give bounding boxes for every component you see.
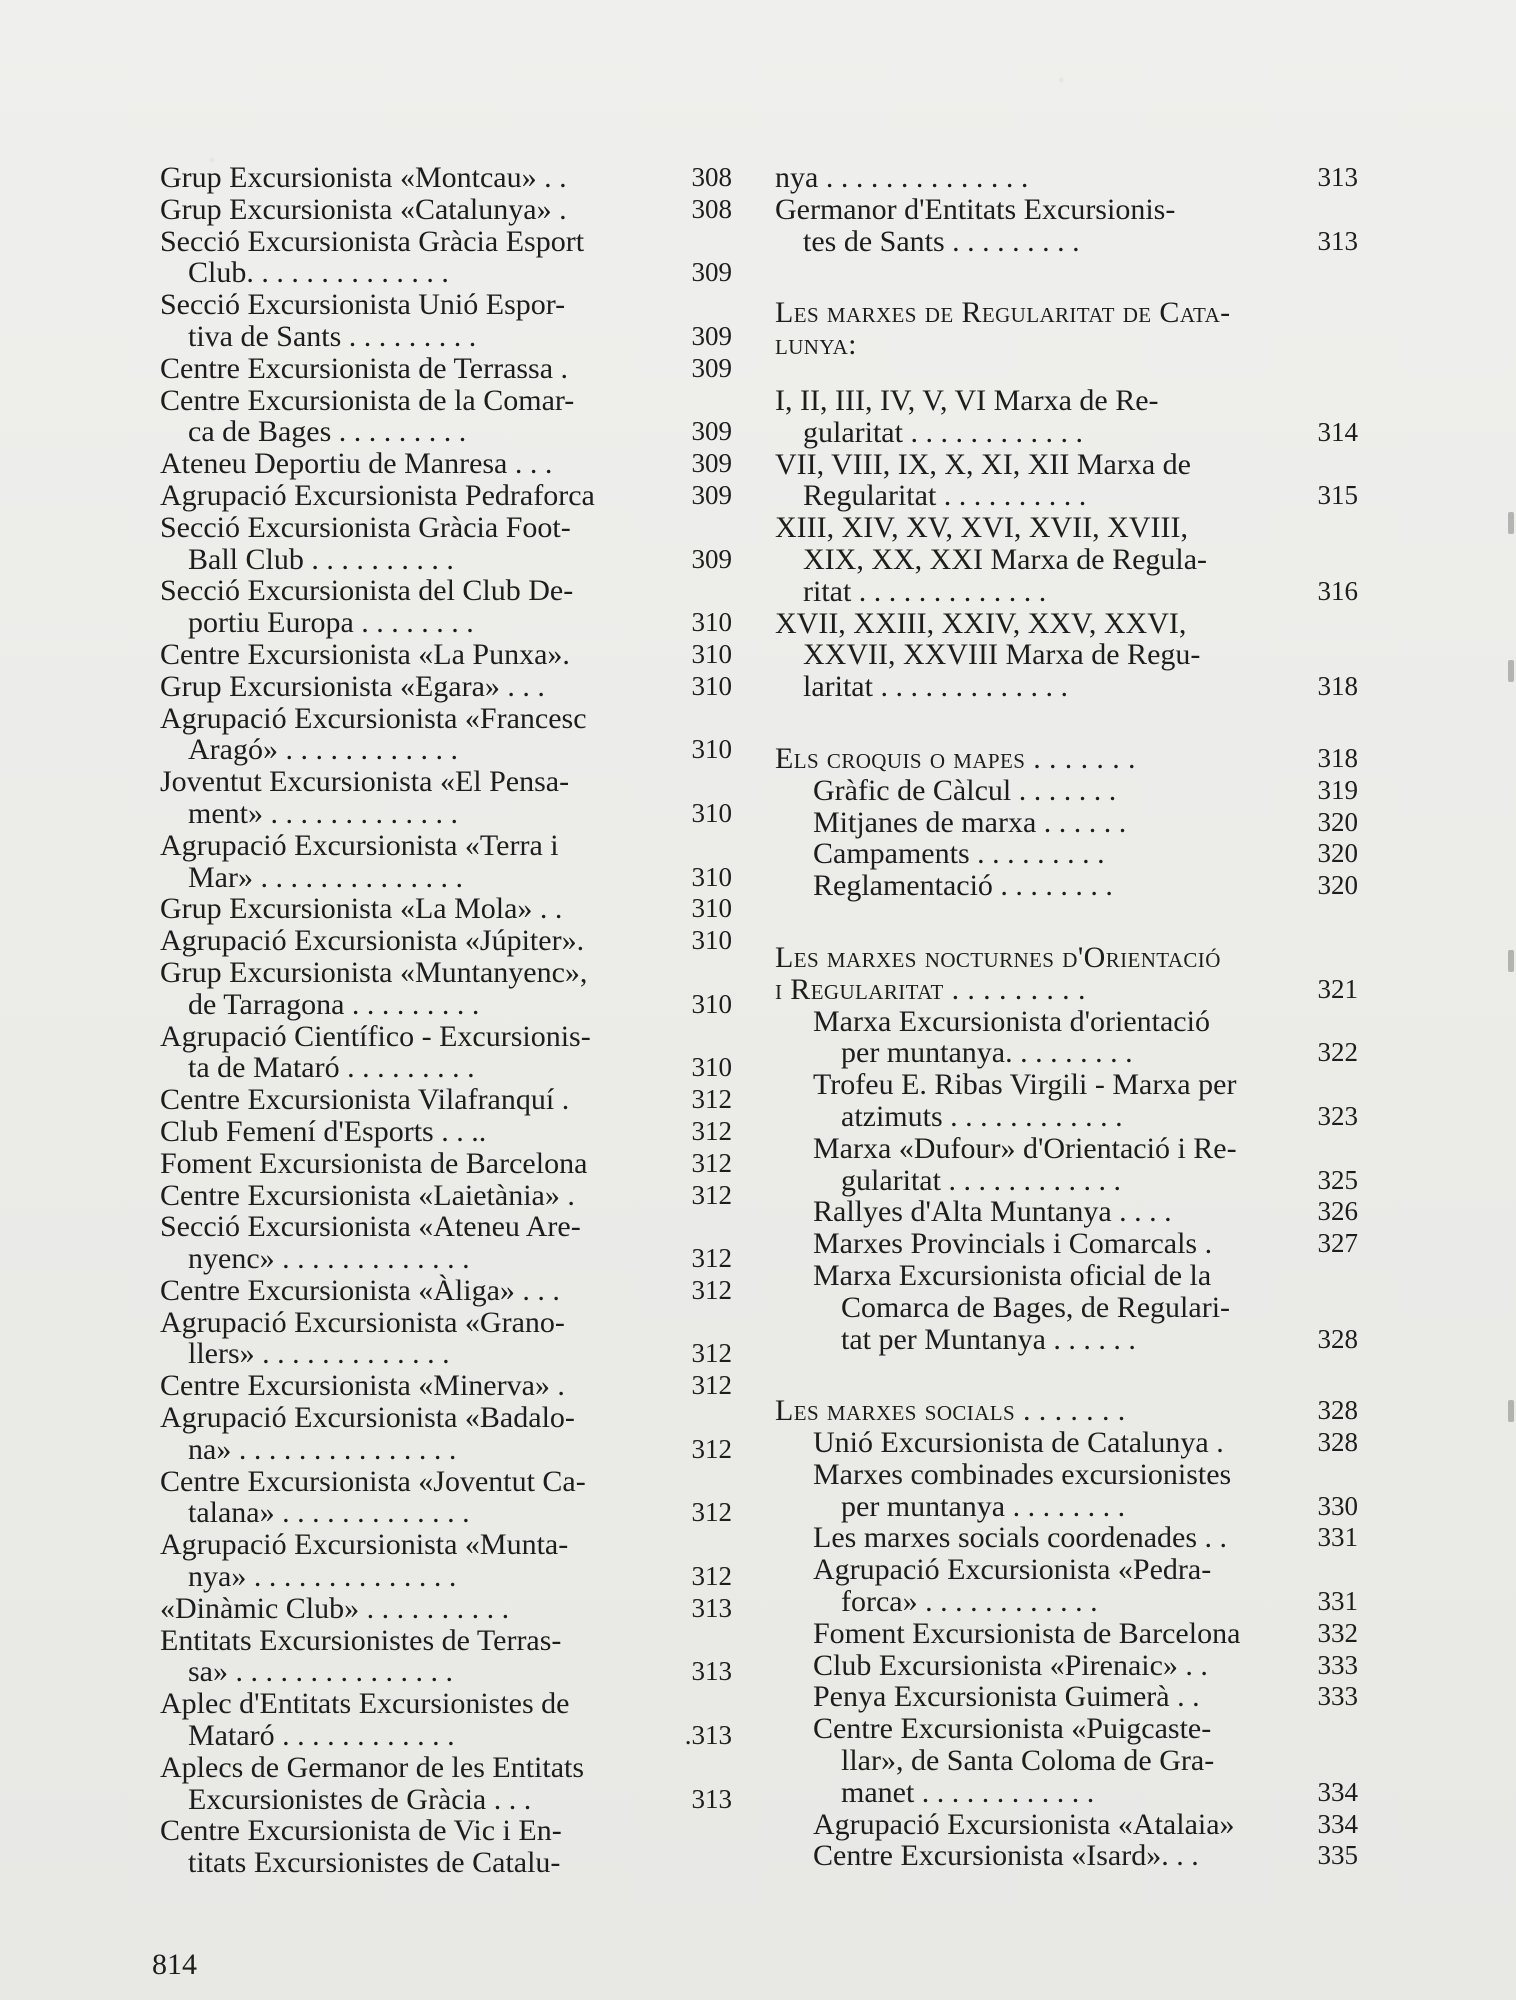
entry-text-line: Ball Club . . . . . . . . . . (188, 542, 454, 576)
entry-text-line: llers» . . . . . . . . . . . . . (188, 1337, 450, 1371)
entry-text-line: Centre Excursionista de Terrassa . (160, 351, 569, 385)
index-entry (775, 192, 1358, 258)
index-entry (160, 1084, 730, 1116)
page-number: 814 (152, 1948, 197, 1981)
entry-text-line: Les marxes socials coordenades . . (813, 1521, 1228, 1555)
index-entry (160, 448, 730, 480)
index-entry (160, 385, 730, 449)
entry-text-line: Foment Excursionista de Barcelona (813, 1616, 1241, 1650)
entry-page-number: 313 (1317, 225, 1358, 256)
entry-page-number: 333 (1317, 1681, 1358, 1712)
entry-text-line: Agrupació Excursionista «Terra i (160, 828, 559, 862)
heading-gap (775, 361, 1330, 385)
entry-text-line: Mitjanes de marxa . . . . . . (813, 805, 1127, 839)
entry-text-line: Mar» . . . . . . . . . . . . . . (188, 860, 463, 894)
index-entry (160, 703, 730, 767)
entry-text-line: Centre Excursionista Vilafranquí . (160, 1083, 570, 1117)
index-entry (775, 1839, 1358, 1873)
index-entry (160, 766, 730, 830)
entry-text-line: Reglamentació . . . . . . . . (813, 869, 1113, 903)
entry-page-number: 318 (1317, 671, 1358, 702)
index-entry (160, 925, 730, 957)
entry-text-line: Agrupació Excursionista «Munta- (160, 1528, 569, 1562)
entry-text-line: Mataró . . . . . . . . . . . . (188, 1719, 455, 1753)
entry-text-line: Centre Excursionista de la Comar- (160, 383, 575, 417)
entry-page-number: .313 (684, 1720, 732, 1751)
entry-text-line: na» . . . . . . . . . . . . . . . (188, 1432, 457, 1466)
index-entry (775, 1553, 1358, 1619)
entry-page-number: 331 (1317, 1522, 1358, 1553)
index-entry (775, 1131, 1358, 1197)
index-entry (775, 1258, 1358, 1356)
index-entry (775, 161, 1358, 194)
entry-text-line: Centre Excursionista «Joventut Ca- (160, 1464, 586, 1498)
entry-text-line: Penya Excursionista Guimerà . . (813, 1680, 1200, 1714)
entry-page-number: 312 (691, 1243, 732, 1274)
entry-text-line: per muntanya . . . . . . . . (841, 1489, 1126, 1523)
entry-page-number: 309 (691, 257, 732, 288)
index-entry (775, 837, 1358, 871)
entry-text-line: Centre Excursionista «La Punxa». (160, 637, 570, 671)
entry-page-number: 312 (691, 1115, 732, 1146)
index-entry (160, 1211, 730, 1275)
entry-page-number: 310 (691, 893, 732, 924)
entry-page-number: 314 (1317, 416, 1358, 447)
index-entry (775, 511, 1358, 608)
entry-text-line: VII, VIII, IX, X, XI, XII Marxa de (775, 447, 1191, 481)
heading-text-line: lunya: (775, 328, 857, 362)
index-entry (160, 194, 730, 226)
entry-page-number: 310 (691, 607, 732, 638)
entry-page-number: 312 (691, 1179, 732, 1210)
entry-page-number: 308 (691, 193, 732, 224)
entry-text-line: Gràfic de Càlcul . . . . . . . (813, 773, 1117, 807)
entry-text-line: ca de Bages . . . . . . . . . (188, 415, 467, 449)
entry-page-number: 312 (691, 1338, 732, 1369)
entry-text-line: Grup Excursionista «Catalunya» . (160, 192, 567, 226)
section-heading (775, 741, 1358, 775)
index-entry (160, 289, 730, 353)
index-entry (160, 480, 730, 512)
entry-text-line: Secció Excursionista del Club De- (160, 574, 574, 608)
entry-text-line: gularitat . . . . . . . . . . . . (841, 1163, 1121, 1197)
entry-text-line: Secció Excursionista Gràcia Foot- (160, 510, 571, 544)
index-entry (160, 1180, 730, 1212)
page-edge-mark (1508, 1400, 1514, 1422)
index-entry (775, 1457, 1358, 1523)
heading-text-line: i Regularitat . . . . . . . . . (775, 972, 1086, 1006)
entry-text-line: Foment Excursionista de Barcelona (160, 1146, 588, 1180)
index-entry (775, 1616, 1358, 1650)
entry-text-line: XXVII, XXVIII Marxa de Regu- (803, 638, 1201, 672)
entry-text-line: Comarca de Bages, de Regulari- (841, 1290, 1231, 1324)
entry-text-line: Marxa «Dufour» d'Orientació i Re- (813, 1131, 1237, 1165)
index-entry (160, 1275, 730, 1307)
index-entry (160, 353, 730, 385)
index-entry (160, 1815, 730, 1879)
index-entry (160, 575, 730, 639)
heading-text-line: Les marxes nocturnes d'Orientació (775, 940, 1221, 974)
entry-page-number: 320 (1317, 806, 1358, 837)
entry-page-number: 326 (1317, 1196, 1358, 1227)
entry-text-line: Joventut Excursionista «El Pensa- (160, 765, 570, 799)
entry-text-line: ment» . . . . . . . . . . . . . (188, 796, 458, 830)
index-entry (160, 1593, 730, 1625)
entry-text-line: Centre Excursionista «Isard». . . (813, 1839, 1199, 1873)
heading-text-line: Les marxes de Regularitat de Cata- (775, 296, 1231, 330)
index-entry (775, 869, 1358, 903)
entry-text-line: Secció Excursionista Unió Espor- (160, 288, 566, 322)
entry-page-number: 309 (691, 543, 732, 574)
index-entry (775, 773, 1358, 807)
entry-text-line: Trofeu E. Ribas Virgili - Marxa per (813, 1068, 1237, 1102)
entry-page-number: 330 (1317, 1490, 1358, 1521)
index-entry (775, 1521, 1358, 1555)
entry-page-number: 320 (1317, 838, 1358, 869)
entry-text-line: «Dinàmic Club» . . . . . . . . . . (160, 1591, 510, 1625)
entry-text-line: XIII, XIV, XV, XVI, XVII, XVIII, (775, 511, 1188, 545)
entry-text-line: Agrupació Excursionista «Júpiter». (160, 924, 585, 958)
entry-page-number: 309 (691, 479, 732, 510)
index-entry (160, 162, 730, 194)
index-entry (160, 1529, 730, 1593)
index-entry (160, 1466, 730, 1530)
entry-text-line: Centre Excursionista «Minerva» . (160, 1369, 565, 1403)
entry-text-line: Rallyes d'Alta Muntanya . . . . (813, 1195, 1172, 1229)
entry-page-number: 322 (1317, 1037, 1358, 1068)
entry-page-number: 309 (691, 320, 732, 351)
index-entry (775, 1068, 1358, 1133)
index-entry (160, 1688, 730, 1752)
entry-text-line: XIX, XX, XXI Marxa de Regula- (803, 542, 1208, 576)
entry-text-line: nya . . . . . . . . . . . . . . (775, 161, 1029, 194)
entry-page-number: 312 (691, 1433, 732, 1464)
entry-page-number: 310 (691, 734, 732, 765)
entry-page-number: 313 (1317, 162, 1358, 192)
entry-text-line: Centre Excursionista «Laietània» . (160, 1178, 575, 1212)
entry-text-line: Agrupació Excursionista «Badalo- (160, 1401, 575, 1435)
entry-page-number: 310 (691, 1052, 732, 1083)
entry-page-number: 333 (1317, 1649, 1358, 1680)
entry-page-number: 323 (1317, 1100, 1358, 1131)
entry-page-number: 312 (691, 1561, 732, 1592)
entry-page-number: 310 (691, 988, 732, 1019)
entry-text-line: Regularitat . . . . . . . . . . (803, 479, 1087, 513)
page-edge-mark (1508, 512, 1514, 534)
entry-page-number: 310 (691, 925, 732, 956)
entry-page-number: 310 (691, 670, 732, 701)
entry-text-line: Club Excursionista «Pirenaic» . . (813, 1648, 1208, 1682)
entry-text-line: Secció Excursionista «Ateneu Are- (160, 1210, 581, 1244)
heading-text-line: Les marxes socials . . . . . . . (775, 1394, 1126, 1428)
index-entry (160, 226, 730, 290)
index-entry (775, 1807, 1358, 1841)
entry-text-line: Marxes combinades excursionistes (813, 1457, 1232, 1491)
index-entry (775, 1712, 1358, 1809)
index-entry (160, 957, 730, 1021)
entry-text-line: laritat . . . . . . . . . . . . . (803, 670, 1068, 704)
section-gap (775, 703, 1330, 743)
entry-page-number: 313 (691, 1656, 732, 1687)
entry-page-number: 332 (1317, 1617, 1358, 1648)
entry-page-number: 310 (691, 797, 732, 828)
entry-page-number: 335 (1317, 1840, 1358, 1871)
index-entry (775, 1680, 1358, 1714)
index-entry (160, 893, 730, 925)
left-index-column (160, 162, 730, 1879)
index-entry (160, 1307, 730, 1371)
entry-text-line: Excursionistes de Gràcia . . . (188, 1782, 532, 1816)
entry-page-number: 309 (691, 448, 732, 479)
section-gap (775, 902, 1330, 942)
entry-text-line: per muntanya. . . . . . . . . (841, 1036, 1133, 1070)
section-heading (775, 297, 1330, 361)
entry-text-line: Marxes Provincials i Comarcals . (813, 1227, 1213, 1261)
entry-text-line: Agrupació Excursionista «Francesc (160, 701, 587, 735)
entry-text-line: Centre Excursionista «Àliga» . . . (160, 1273, 560, 1307)
index-entry (775, 606, 1358, 704)
index-entry (160, 671, 730, 703)
entry-page-number: 309 (691, 416, 732, 447)
entry-page-number: 313 (691, 1783, 732, 1814)
entry-page-number: 331 (1317, 1586, 1358, 1617)
entry-page-number: 310 (691, 861, 732, 892)
index-entry (160, 1148, 730, 1180)
entry-text-line: Agrupació Excursionista Pedraforca (160, 478, 595, 512)
entry-text-line: Marxa Excursionista oficial de la (813, 1258, 1212, 1292)
index-entry (160, 1752, 730, 1816)
index-entry (160, 1402, 730, 1466)
entry-page-number: 308 (691, 162, 732, 192)
index-entry (775, 1195, 1358, 1229)
entry-text-line: Aragó» . . . . . . . . . . . . (188, 733, 458, 767)
entry-page-number: 320 (1317, 870, 1358, 901)
section-gap (775, 257, 1330, 297)
index-entry (775, 447, 1358, 513)
entry-text-line: manet . . . . . . . . . . . . (841, 1775, 1095, 1809)
entry-text-line: Entitats Excursionistes de Terras- (160, 1623, 562, 1657)
entry-text-line: titats Excursionistes de Catalu- (188, 1846, 561, 1880)
entry-text-line: Club. . . . . . . . . . . . . . (188, 256, 449, 290)
entry-page-number: 310 (691, 638, 732, 669)
entry-text-line: ta de Mataró . . . . . . . . . (188, 1051, 475, 1085)
page-edge-mark (1508, 950, 1514, 972)
entry-text-line: atzimuts . . . . . . . . . . . . (841, 1099, 1123, 1133)
entry-text-line: Unió Excursionista de Catalunya . (813, 1426, 1224, 1460)
entry-text-line: Grup Excursionista «La Mola» . . (160, 892, 563, 926)
index-entry (160, 1021, 730, 1085)
heading-page-number: 321 (1317, 973, 1358, 1004)
index-entry (160, 512, 730, 576)
entry-page-number: 316 (1317, 575, 1358, 606)
entry-text-line: nyenc» . . . . . . . . . . . . . (188, 1242, 470, 1276)
section-heading (775, 940, 1358, 1006)
entry-text-line: Aplecs de Germanor de les Entitats (160, 1750, 585, 1784)
entry-text-line: Grup Excursionista «Muntanyenc», (160, 955, 588, 989)
entry-text-line: Grup Excursionista «Egara» . . . (160, 669, 545, 703)
entry-text-line: Centre Excursionista de Vic i En- (160, 1814, 562, 1848)
entry-page-number: 319 (1317, 774, 1358, 805)
entry-page-number: 315 (1317, 480, 1358, 511)
index-entry (160, 830, 730, 894)
entry-text-line: I, II, III, IV, V, VI Marxa de Re- (775, 383, 1159, 417)
entry-text-line: forca» . . . . . . . . . . . . (841, 1585, 1098, 1619)
entry-text-line: tes de Sants . . . . . . . . . (803, 224, 1080, 258)
entry-text-line: Agrupació Excursionista «Grano- (160, 1305, 565, 1339)
section-gap (775, 1355, 1330, 1395)
entry-text-line: Agrupació Científico - Excursionis- (160, 1019, 591, 1053)
entry-text-line: Agrupació Excursionista «Pedra- (813, 1553, 1212, 1587)
entry-text-line: talana» . . . . . . . . . . . . . (188, 1496, 470, 1530)
section-heading (775, 1394, 1358, 1428)
heading-page-number: 328 (1317, 1395, 1358, 1426)
entry-page-number: 312 (691, 1497, 732, 1528)
entry-text-line: Club Femení d'Esports . . .. (160, 1114, 487, 1148)
entry-page-number: 325 (1317, 1164, 1358, 1195)
heading-text-line: Els croquis o mapes . . . . . . . (775, 741, 1136, 775)
index-entry (775, 383, 1358, 449)
index-entry (160, 1625, 730, 1689)
entry-page-number: 309 (691, 352, 732, 383)
entry-page-number: 312 (691, 1274, 732, 1305)
index-entry (160, 1116, 730, 1148)
index-entry (160, 1370, 730, 1402)
entry-text-line: Marxa Excursionista d'orientació (813, 1004, 1210, 1038)
entry-page-number: 334 (1317, 1776, 1358, 1807)
index-entry (775, 1648, 1358, 1682)
entry-text-line: Germanor d'Entitats Excursionis- (775, 192, 1176, 226)
index-entry (160, 639, 730, 671)
entry-text-line: Secció Excursionista Gràcia Esport (160, 224, 585, 258)
entry-page-number: 312 (691, 1084, 732, 1115)
entry-text-line: tat per Muntanya . . . . . . (841, 1322, 1136, 1356)
entry-text-line: Ateneu Deportiu de Manresa . . . (160, 447, 553, 481)
index-entry (775, 805, 1358, 839)
entry-text-line: Agrupació Excursionista «Atalaia» (813, 1807, 1235, 1841)
entry-text-line: Grup Excursionista «Montcau» . . (160, 161, 567, 194)
entry-text-line: portiu Europa . . . . . . . . (188, 606, 474, 640)
entry-text-line: XVII, XXIII, XXIV, XXV, XXVI, (775, 606, 1187, 640)
entry-text-line: nya» . . . . . . . . . . . . . . (188, 1560, 457, 1594)
entry-page-number: 328 (1317, 1323, 1358, 1354)
entry-text-line: Centre Excursionista «Puigcaste- (813, 1712, 1212, 1746)
entry-text-line: llar», de Santa Coloma de Gra- (841, 1744, 1215, 1778)
right-index-column (775, 161, 1358, 1873)
heading-page-number: 318 (1317, 742, 1358, 773)
entry-page-number: 313 (691, 1592, 732, 1623)
entry-text-line: Aplec d'Entitats Excursionistes de (160, 1687, 570, 1721)
index-entry (775, 1227, 1358, 1261)
entry-page-number: 312 (691, 1147, 732, 1178)
entry-page-number: 334 (1317, 1808, 1358, 1839)
entry-text-line: sa» . . . . . . . . . . . . . . . (188, 1655, 453, 1689)
entry-text-line: tiva de Sants . . . . . . . . . (188, 319, 477, 353)
entry-page-number: 328 (1317, 1427, 1358, 1458)
index-entry (775, 1426, 1358, 1460)
entry-page-number: 312 (691, 1370, 732, 1401)
entry-text-line: gularitat . . . . . . . . . . . . (803, 415, 1083, 449)
entry-page-number: 327 (1317, 1228, 1358, 1259)
entry-text-line: de Tarragona . . . . . . . . . (188, 987, 480, 1021)
entry-text-line: Campaments . . . . . . . . . (813, 837, 1105, 871)
index-entry (775, 1004, 1358, 1070)
entry-text-line: ritat . . . . . . . . . . . . . (803, 574, 1047, 608)
page-edge-mark (1508, 660, 1514, 682)
